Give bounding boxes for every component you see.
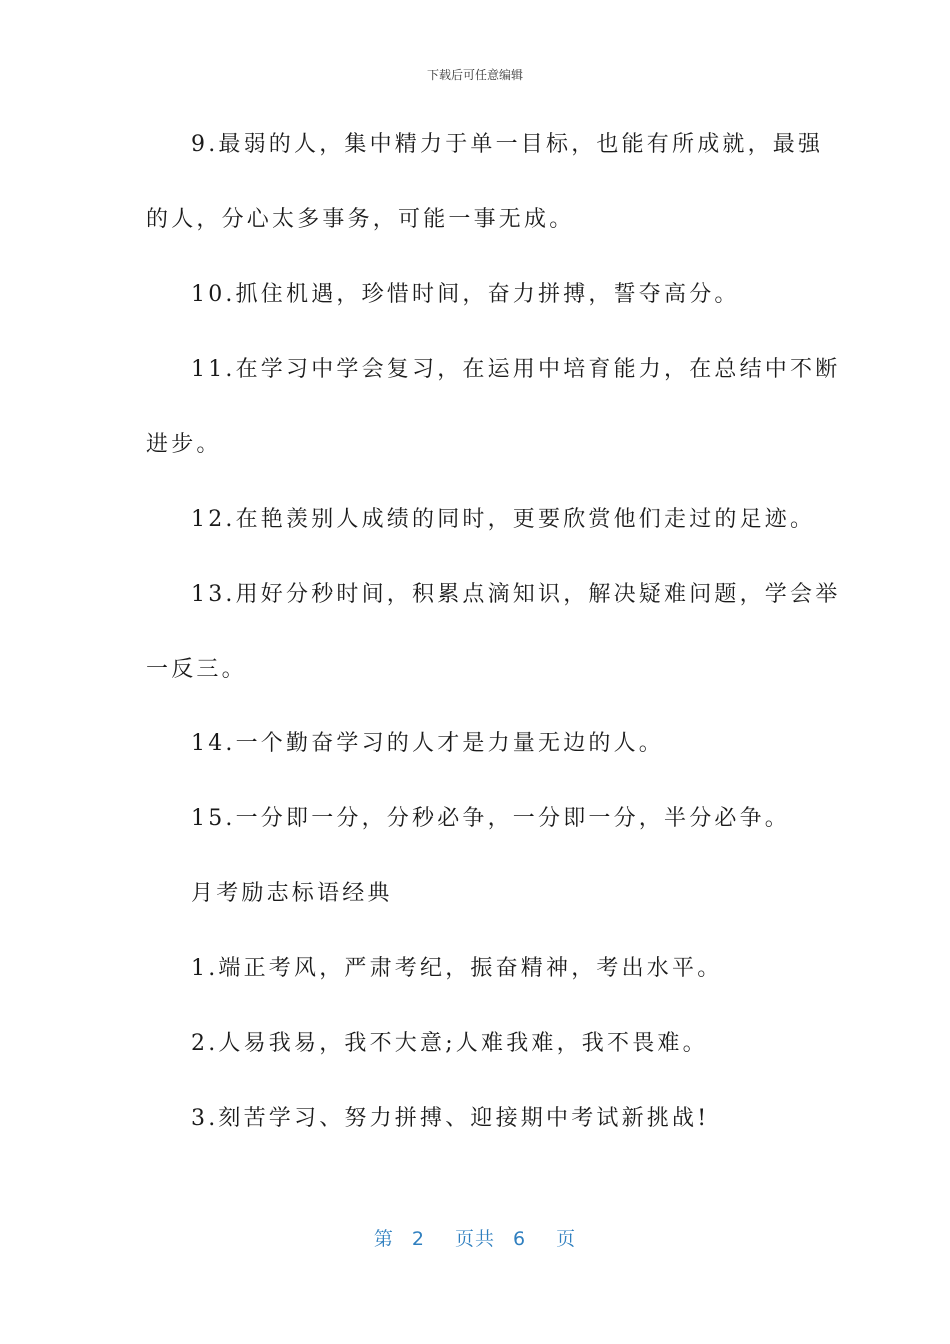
text-line: 2.人易我易，我不大意;人难我难，我不畏难。 [191, 1031, 708, 1056]
text-line: 15.一分即一分，分秒必争，一分即一分，半分必争。 [191, 806, 790, 831]
text-line: 11.在学习中学会复习，在运用中培育能力，在总结中不断 [191, 357, 841, 382]
text-line: 1.端正考风，严肃考纪，振奋精神，考出水平。 [191, 956, 723, 981]
text-line: 3.刻苦学习、努力拼搏、迎接期中考试新挑战! [191, 1106, 710, 1131]
text-line: 进步。 [146, 432, 222, 457]
section-heading: 月考励志标语经典 [191, 881, 393, 906]
text-line: 9.最弱的人，集中精力于单一目标，也能有所成就，最强 [191, 132, 824, 157]
page-current: 2 [411, 1228, 425, 1250]
page-total: 6 [513, 1228, 527, 1250]
footer-ye-gong: 页共 [454, 1228, 495, 1250]
footer-di: 第 [373, 1228, 394, 1250]
text-line: 一反三。 [146, 657, 247, 682]
text-line: 12.在艳羡别人成绩的同时，更要欣赏他们走过的足迹。 [191, 507, 816, 532]
footer-ye: 页 [556, 1228, 577, 1250]
text-line: 14.一个勤奋学习的人才是力量无边的人。 [191, 731, 664, 756]
text-line: 的人，分心太多事务，可能一事无成。 [146, 207, 575, 232]
page-footer [0, 1224, 950, 1251]
text-line: 13.用好分秒时间，积累点滴知识，解决疑难问题，学会举 [191, 582, 841, 607]
header-note: 下载后可任意编辑 [426, 68, 523, 82]
text-line: 10.抓住机遇，珍惜时间，奋力拼搏，誓夺高分。 [191, 282, 740, 307]
